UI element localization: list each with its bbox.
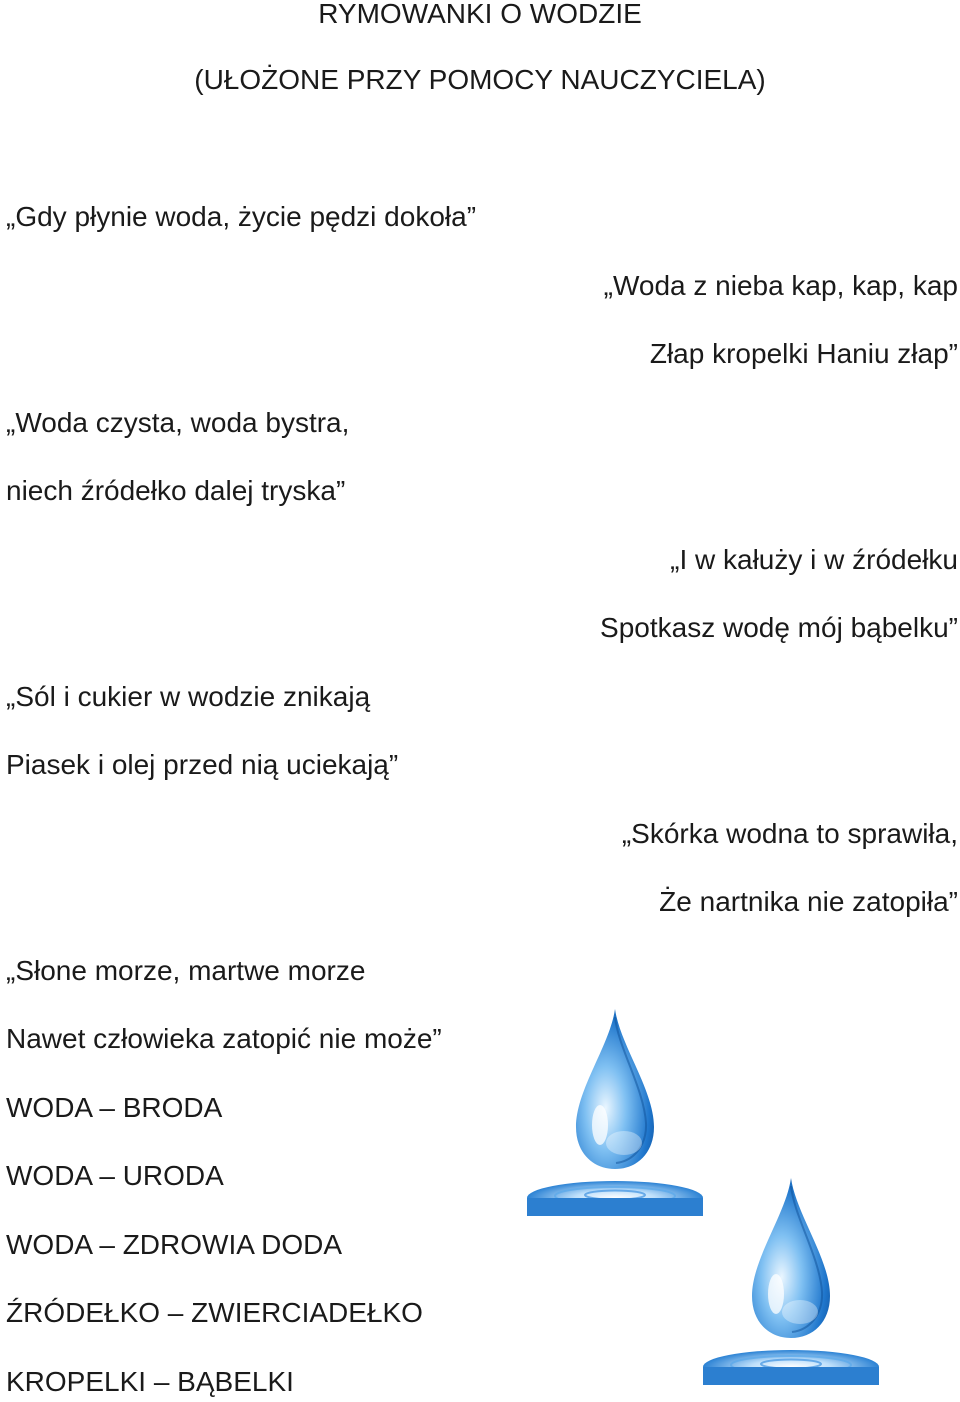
verse-4-line-1: „I w kałuży i w źródełku (670, 544, 958, 575)
rhyme-pair: ŹRÓDEŁKO – ZWIERCIADEŁKO (6, 1297, 423, 1328)
verse-6-line-2: Że nartnika nie zatopiła” (659, 886, 958, 917)
rhyme-pair: WODA – ZDROWIA DODA (6, 1229, 343, 1260)
verse-2-line-2: Złap kropelki Haniu złap” (649, 338, 958, 369)
verse-3-line-1: „Woda czysta, woda bystra, (6, 407, 350, 438)
verse-6-line-1: „Skórka wodna to sprawiła, (621, 818, 958, 849)
verse-7-line-1: „Słone morze, martwe morze (6, 955, 366, 986)
verse-4-line-2: Spotkasz wodę mój bąbelku” (600, 612, 958, 643)
verse-5-line-2: Piasek i olej przed nią uciekają” (6, 749, 399, 780)
verse-1-line-1: „Gdy płynie woda, życie pędzi dokoła” (6, 201, 477, 232)
page-title: RYMOWANKI O WODZIE (318, 0, 642, 29)
rhyme-pair: WODA – URODA (6, 1160, 224, 1191)
page-subtitle: (UŁOŻONE PRZY POMOCY NAUCZYCIELA) (194, 64, 766, 95)
verse-3-line-2: niech źródełko dalej tryska” (6, 475, 346, 506)
verse-2-line-1: „Woda z nieba kap, kap, kap (603, 270, 958, 301)
verse-5-line-1: „Sól i cukier w wodzie znikają (6, 681, 371, 712)
rhyme-pair: KROPELKI – BĄBELKI (6, 1366, 294, 1397)
rhyme-pair: WODA – BRODA (6, 1092, 223, 1123)
water-drop-icon (526, 1005, 704, 1217)
water-drop-icon (702, 1174, 880, 1386)
verse-7-line-2: Nawet człowieka zatopić nie może” (6, 1023, 442, 1054)
